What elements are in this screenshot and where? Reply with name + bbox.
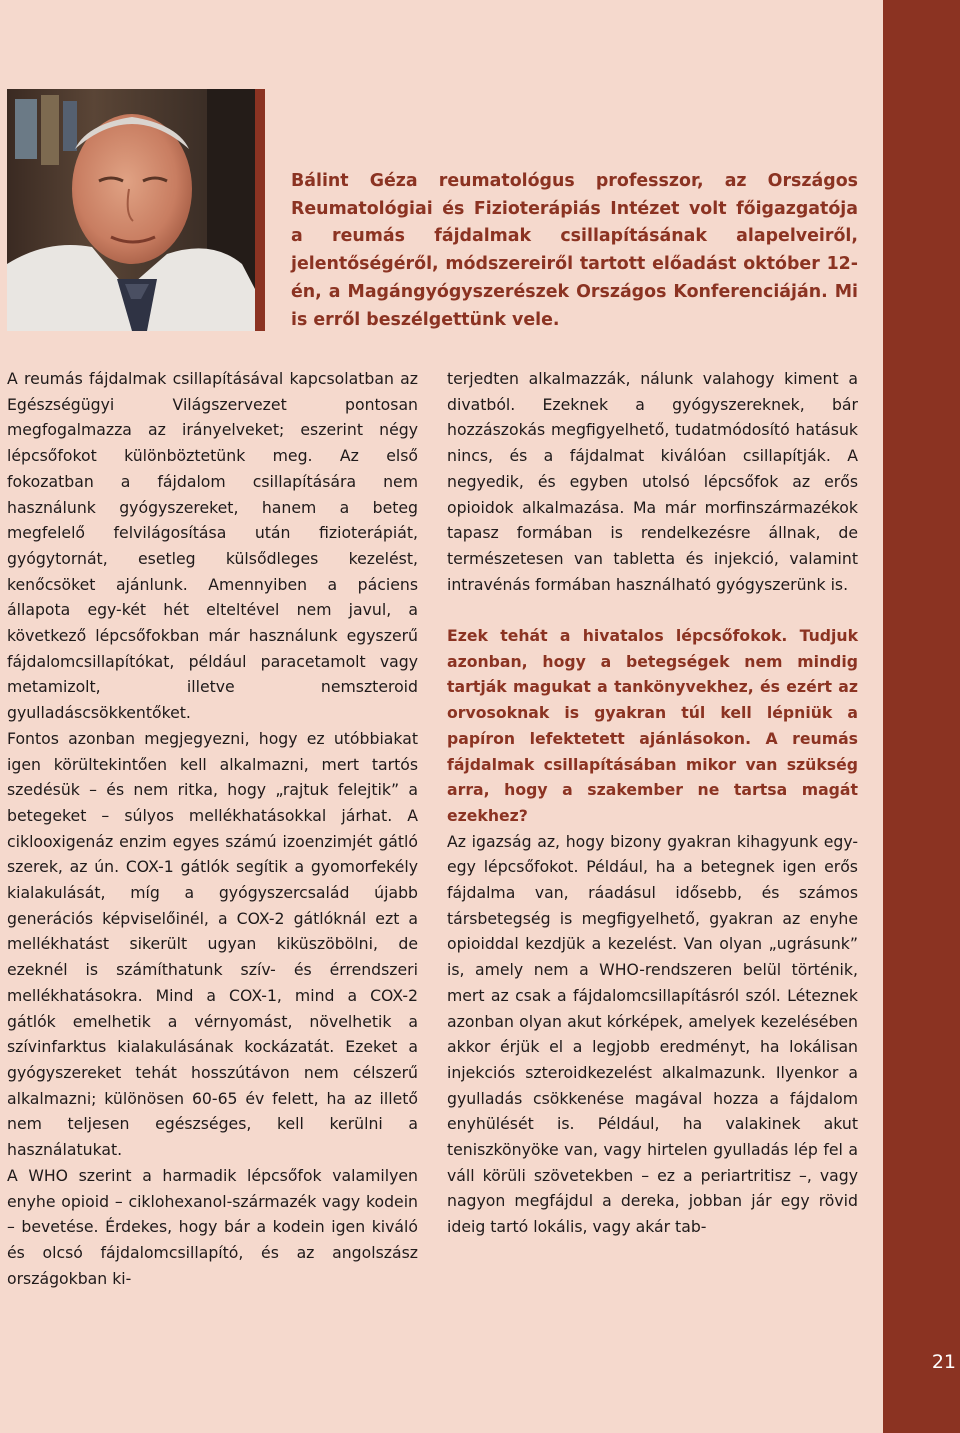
left-column	[7, 366, 418, 1291]
right-column	[447, 366, 858, 1240]
left-paragraph-1: A reumás fájdalmak csillapításával kapcsolatban az Egészségügyi Világszervezet pontosan megfogalmazza az irányelveket; eszerint négy lépcsőfokot különböztetünk meg. Az első fokozatban a fájdalom csillapítására nem használunk gyógyszereket, hanem a beteg megfelelő felvilágosítása után fizioterápiát, gyógytornát, esetleg külsődleges kezelést, kenőcsöket ajánlunk. Amennyiben a páciens állapota egy-két hét elteltével nem javul, a következő lépcsőfokban már használunk egyszerű fájdalomcsillapítókat, például paracetamolt vagy metamizolt, illetve nemszteroid gyulladáscsökkentőket.	[7, 369, 418, 723]
right-paragraph-2: Az igazság az, hogy bizony gyakran kihagyunk egy-egy lépcsőfokot. Például, ha a betegnek igen erős fájdalma van, ráadásul idősebb, és számos társbetegség is megfigyelhető, gyakran az enyhe opioiddal kezdjük a kezelést. Van olyan „ugrásunk” is, amely nem a WHO-rendszeren belül történik, mert az csak a fájdalomcsillapításról szól. Léteznek azonban olyan akut kórképek, amelyek kezelésében akkor érjük el a legjobb eredményt, ha lokálisan injekciós szteroidkezelést alkalmazunk. Ilyenkor a gyulladás csökkenése magával hozza a fájdalom enyhülését is. Például, ha valakinek akut teniszkönyöke van, vagy hirtelen gyulladás lép fel a váll körüli szövetekben – ez a periartritisz –, vagy nagyon megfájdul a dereka, jobban jár egy rövid ideig tartó lokális, vagy akár tab-	[447, 831, 858, 1237]
left-paragraph-3: A WHO szerint a harmadik lépcsőfok valamilyen enyhe opioid – ciklohexanol-származék vagy kodein – bevetése. Érdekes, hogy bár a kodein igen kiváló és olcsó fájdalomcsillapító, és az angolszász országokban ki-	[7, 1165, 418, 1288]
left-paragraph-2: Fontos azonban megjegyezni, hogy ez utóbbiakat igen körültekintően kell alkalmazni, mert tartós szedésük – és nem ritka, hogy „rajtuk felejtik” a betegeket – súlyos mellékhatásokkal járhat. A ciklooxigenáz enzim egyes számú izoenzimjét gátló szerek, az ún. COX-1 gátlók segítik a gyomorfekély kialakulását, míg a gyógyszercsalád újabb generációs képviselőinél, a COX-2 gátlóknál ezt a mellékhatást sikerült ugyan kiküszöbölni, de ezeknél is számíthatunk szív- és érrendszeri mellékhatásokra. Mind a COX-1, mind a COX-2 gátlók emelhetik a vérnyomást, növelhetik a szívinfarktus kialakulásának kockázatát. Ezeket a gyógyszereket tehát hosszútávon nem célszerű alkalmazni; különösen 60-65 év felett, ha az illető nem teljesen egészséges, kell kerülni a használatukat.	[7, 728, 418, 1160]
portrait-photo	[7, 89, 255, 331]
right-paragraph-1: terjedten alkalmazzák, nálunk valahogy kiment a divatból. Ezeknek a gyógyszereknek, bár hozzászokás megfigyelhető, tudatmódosító hatásuk nincs, és a fájdalmat kiválóan csillapítják. A negyedik, és egyben utolsó lépcsőfok az erős opioidok alkalmazása. Ma már morfinszármazékok tapasz formában is rendelkezésre állnak, de természetesen van tabletta és injekció, valamint intravénás formában használható gyógyszerünk is.	[447, 369, 858, 594]
page-number: 21	[931, 1351, 956, 1373]
intro-lead: Bálint Géza reumatológus professzor, az Országos Reumatológiai és Fizioterápiás Intézet volt főigazgatója a reumás fájdalmak csillapításának alapelveiről, jelentőségéről, módszereiről tartott előadást október 12-én, a Magángyógyszerészek Országos Konferenciáján. Mi is erről beszélgettünk vele.	[291, 171, 858, 330]
interview-question: Ezek tehát a hivatalos lépcsőfokok. Tudjuk azonban, hogy a betegségek nem mindig tartják magukat a tankönyvekhez, és ezért az orvosoknak is gyakran túl kell lépniük a papíron lefektetett ajánlásokon. A reumás fájdalmak csillapításában mikor van szükség arra, hogy a szakember ne tartsa magát ezekhez?	[447, 626, 858, 825]
decorative-sidebar	[883, 0, 960, 1433]
